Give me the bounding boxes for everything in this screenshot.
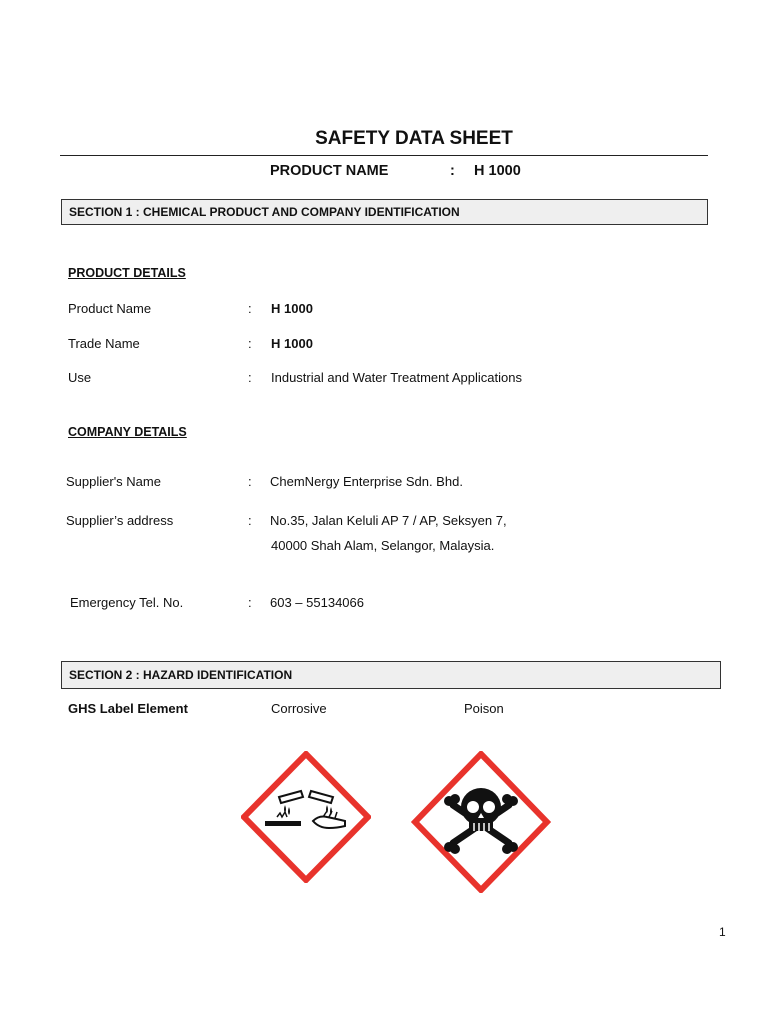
page-number: 1 bbox=[719, 925, 726, 939]
product-name-row-value: H 1000 bbox=[271, 301, 313, 316]
supplier-name-value: ChemNergy Enterprise Sdn. Bhd. bbox=[270, 474, 463, 489]
emergency-tel-colon: : bbox=[248, 595, 252, 610]
section-2-heading-text: SECTION 2 : HAZARD IDENTIFICATION bbox=[69, 668, 293, 682]
supplier-address-line-2: 40000 Shah Alam, Selangor, Malaysia. bbox=[271, 538, 495, 553]
document-title: SAFETY DATA SHEET bbox=[315, 128, 513, 149]
product-name-row-colon: : bbox=[248, 301, 252, 316]
supplier-name-label: Supplier's Name bbox=[66, 474, 161, 489]
ghs-label-element: GHS Label Element bbox=[68, 701, 188, 716]
product-name-colon: : bbox=[450, 163, 455, 179]
company-details-heading: COMPANY DETAILS bbox=[68, 425, 187, 439]
trade-name-row-value: H 1000 bbox=[271, 336, 313, 351]
trade-name-row-label: Trade Name bbox=[68, 336, 140, 351]
product-name-value: H 1000 bbox=[474, 163, 521, 179]
supplier-address-line-1: No.35, Jalan Keluli AP 7 / AP, Seksyen 7, bbox=[270, 513, 507, 528]
section-1-heading-text: SECTION 1 : CHEMICAL PRODUCT AND COMPANY IDENTIFICATION bbox=[69, 205, 460, 219]
use-row-value: Industrial and Water Treatment Applications bbox=[271, 370, 522, 385]
section-1-heading bbox=[61, 199, 708, 225]
use-row-colon: : bbox=[248, 370, 252, 385]
corrosive-pictogram-icon bbox=[241, 751, 371, 886]
supplier-address-label: Supplier’s address bbox=[66, 513, 174, 528]
emergency-tel-value: 603 – 55134066 bbox=[270, 595, 364, 610]
skull-crossbones-pictogram-icon bbox=[411, 751, 551, 896]
corrosive-label: Corrosive bbox=[271, 701, 327, 716]
poison-label: Poison bbox=[464, 701, 504, 716]
product-name-label: PRODUCT NAME bbox=[270, 163, 389, 179]
use-row-label: Use bbox=[68, 370, 92, 385]
product-details-heading: PRODUCT DETAILS bbox=[68, 266, 186, 280]
supplier-name-colon: : bbox=[248, 474, 252, 489]
title-underline bbox=[60, 155, 708, 156]
emergency-tel-label: Emergency Tel. No. bbox=[70, 595, 184, 610]
trade-name-row-colon: : bbox=[248, 336, 252, 351]
supplier-address-colon: : bbox=[248, 513, 252, 528]
section-2-heading bbox=[61, 661, 721, 689]
product-name-row-label: Product Name bbox=[68, 301, 152, 316]
